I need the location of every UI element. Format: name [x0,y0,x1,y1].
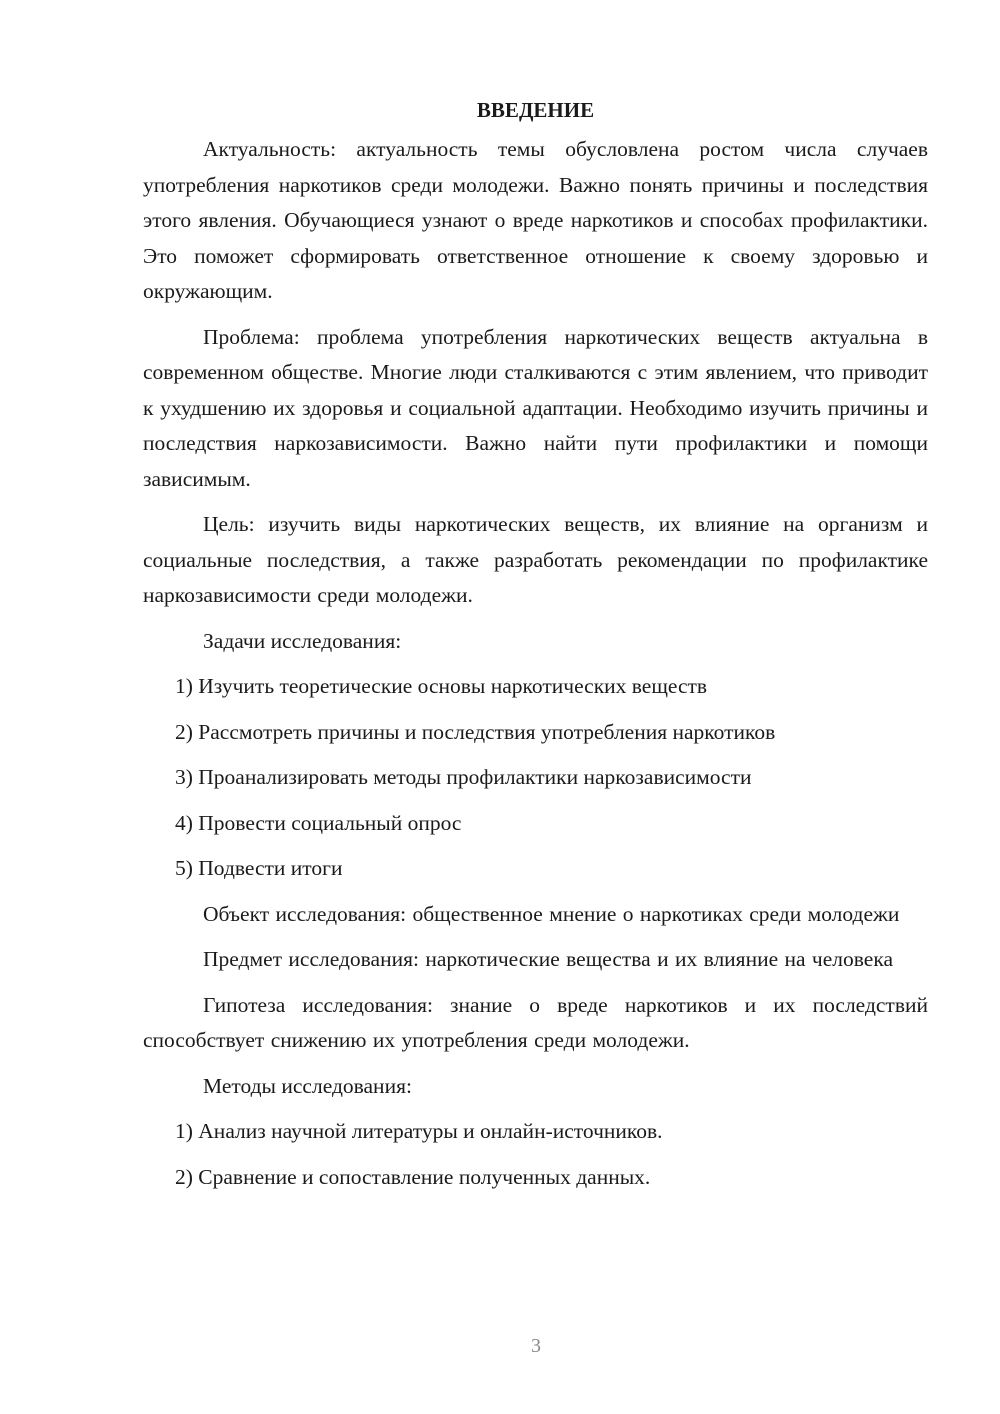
list-item: 5) Подвести итоги [175,856,343,880]
paragraph-object: Объект исследования: общественное мнение о наркотиках среди молодежи [203,901,900,926]
page-number: 3 [531,1335,541,1357]
paragraph-relevance: Актуальность: актуальность темы обусловлена ростом числа случаев употребления наркотиков среди молодежи. Важно понять причины и последствия этого явления. Обучающиеся узнают о вреде наркотиков и способах профилактики. Это поможет сформировать ответственное отношение к своему здоровью и окружающим. [143,137,928,303]
tasks-list [143,669,928,887]
paragraph-goal: Цель: изучить виды наркотических веществ, их влияние на организм и социальные последствия, а также разработать рекомендации по профилактике наркозависимости среди молодежи. [143,512,928,607]
page-title: ВВЕДЕНИЕ [476,98,595,122]
paragraph-subject: Предмет исследования: наркотические вещества и их влияние на человека [203,947,893,971]
document-page [143,92,928,1205]
paragraph-hypothesis: Гипотеза исследования: знание о вреде наркотиков и их последствий способствует снижению их употребления среди молодежи. [143,992,928,1052]
methods-heading: Методы исследования: [203,1073,412,1098]
list-item: 2) Рассмотреть причины и последствия употребления наркотиков [175,719,776,744]
tasks-heading: Задачи исследования: [203,628,402,653]
methods-list [143,1114,928,1195]
paragraph-problem: Проблема: проблема употребления наркотических веществ актуальна в современном обществе. Многие люди сталкиваются с этим явлением, что приводит к ухудшению их здоровья и социальной адаптации. Необходимо изучить причины и последствия наркозависимости. Важно найти пути профилактики и помощи зависимым. [143,324,928,491]
list-item: 4) Провести социальный опрос [175,810,462,835]
list-item: 3) Проанализировать методы профилактики наркозависимости [175,765,752,789]
list-item: 2) Сравнение и сопоставление полученных данных. [175,1164,651,1189]
list-item: 1) Анализ научной литературы и онлайн-источников. [175,1119,663,1143]
list-item: 1) Изучить теоретические основы наркотических веществ [175,674,708,698]
